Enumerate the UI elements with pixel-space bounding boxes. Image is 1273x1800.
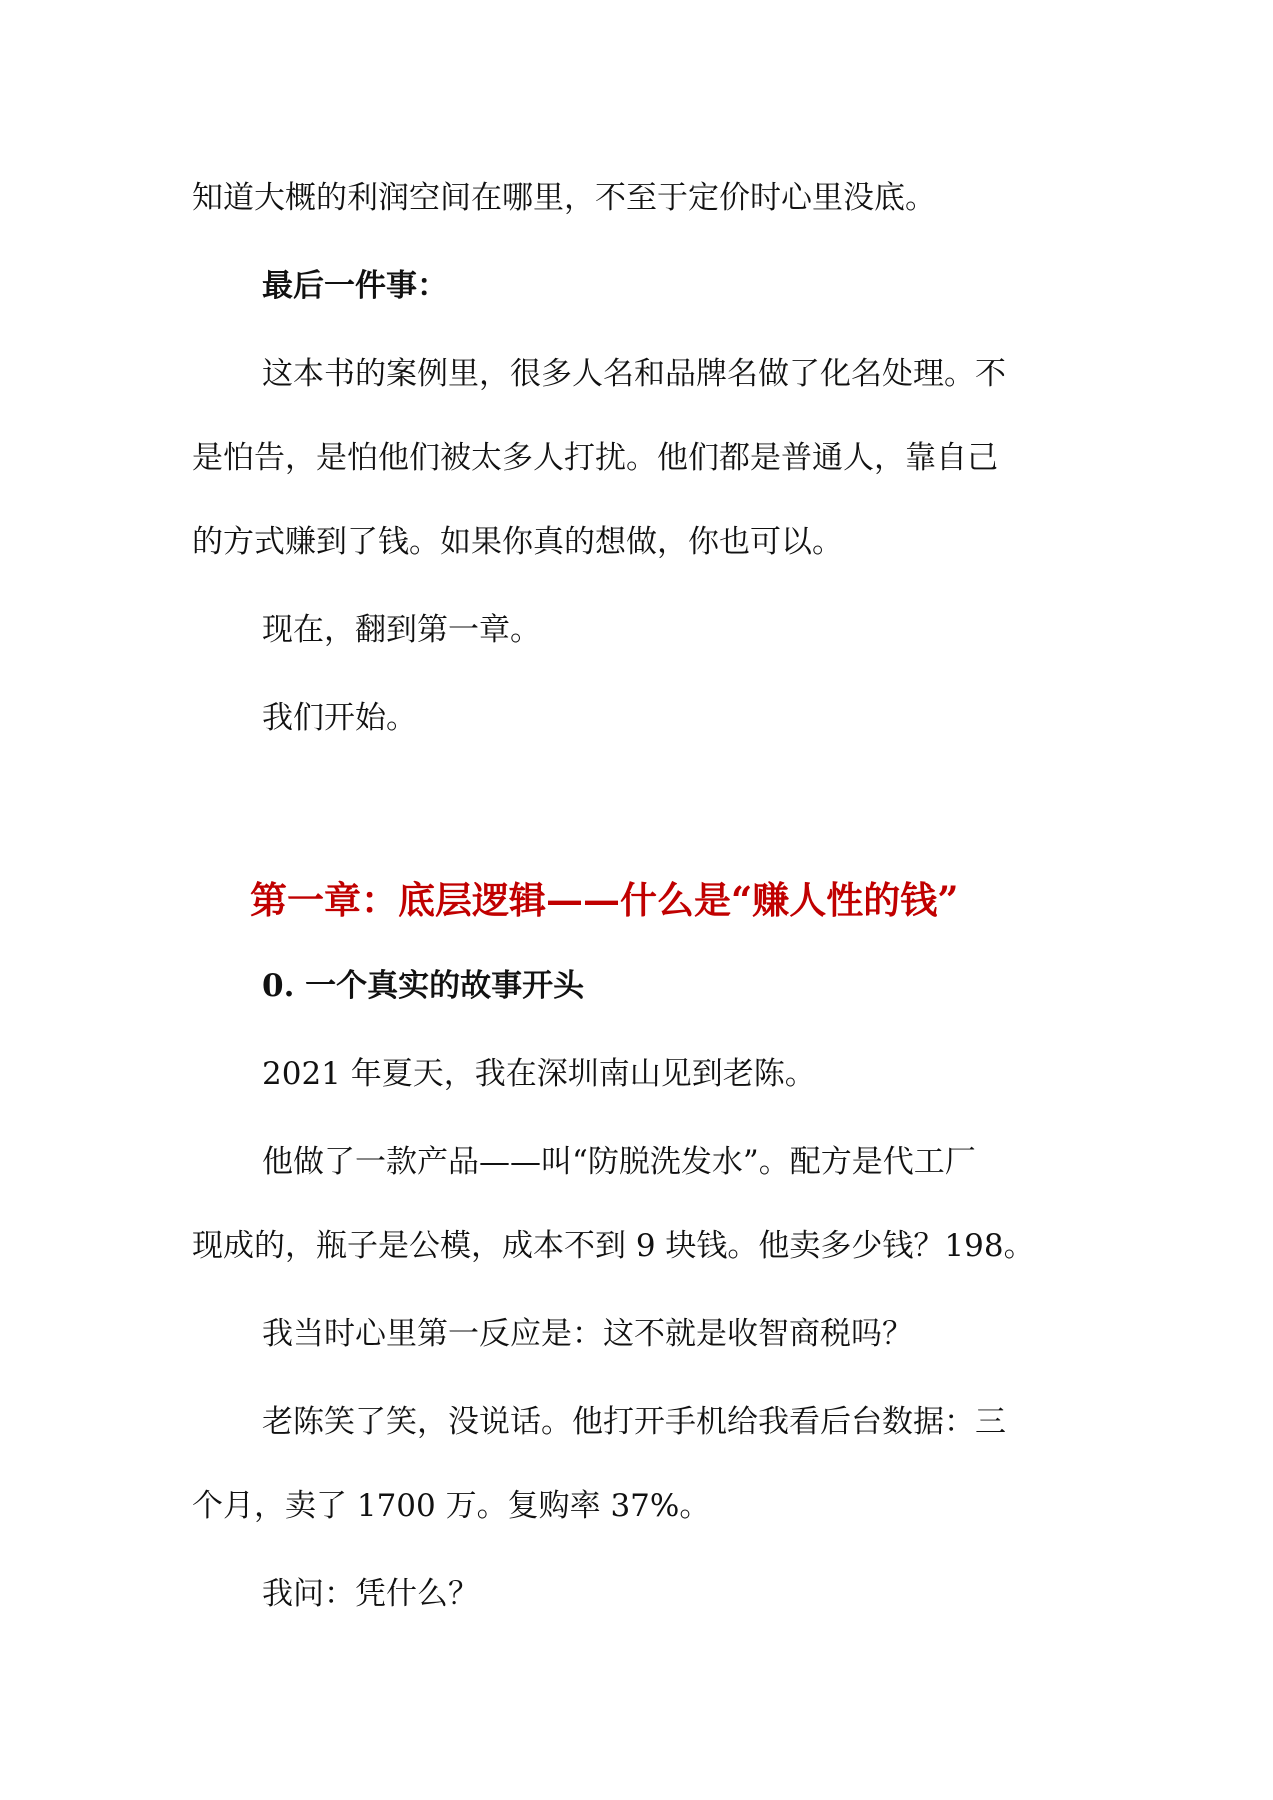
paragraph-line: 我们开始。 xyxy=(262,700,417,736)
paragraph-line: 知道大概的利润空间在哪里，不至于定价时心里没底。 xyxy=(192,180,936,216)
chapter-title: 第一章：底层逻辑——什么是“赚人性的钱” xyxy=(250,878,959,922)
paragraph-line: 2021 年夏天，我在深圳南山见到老陈。 xyxy=(262,1056,816,1092)
paragraph-line: 我问：凭什么？ xyxy=(262,1576,479,1612)
paragraph-line: 是怕告，是怕他们被太多人打扰。他们都是普通人，靠自己 xyxy=(192,440,998,476)
paragraph-line: 个月，卖了 1700 万。复购率 37%。 xyxy=(192,1488,711,1524)
paragraph-line: 老陈笑了笑，没说话。他打开手机给我看后台数据：三 xyxy=(262,1404,1006,1440)
paragraph-line: 现成的，瓶子是公模，成本不到 9 块钱。他卖多少钱？198。 xyxy=(192,1228,1035,1264)
section-heading: 0. 一个真实的故事开头 xyxy=(262,968,585,1004)
paragraph-line: 他做了一款产品——叫“防脱洗发水”。配方是代工厂 xyxy=(262,1144,976,1180)
paragraph-line: 这本书的案例里，很多人名和品牌名做了化名处理。不 xyxy=(262,356,1006,392)
paragraph-line: 现在，翻到第一章。 xyxy=(262,612,541,648)
paragraph-line: 我当时心里第一反应是：这不就是收智商税吗？ xyxy=(262,1316,913,1352)
paragraph-line: 的方式赚到了钱。如果你真的想做，你也可以。 xyxy=(192,524,843,560)
subheading-last-thing: 最后一件事： xyxy=(262,268,448,304)
